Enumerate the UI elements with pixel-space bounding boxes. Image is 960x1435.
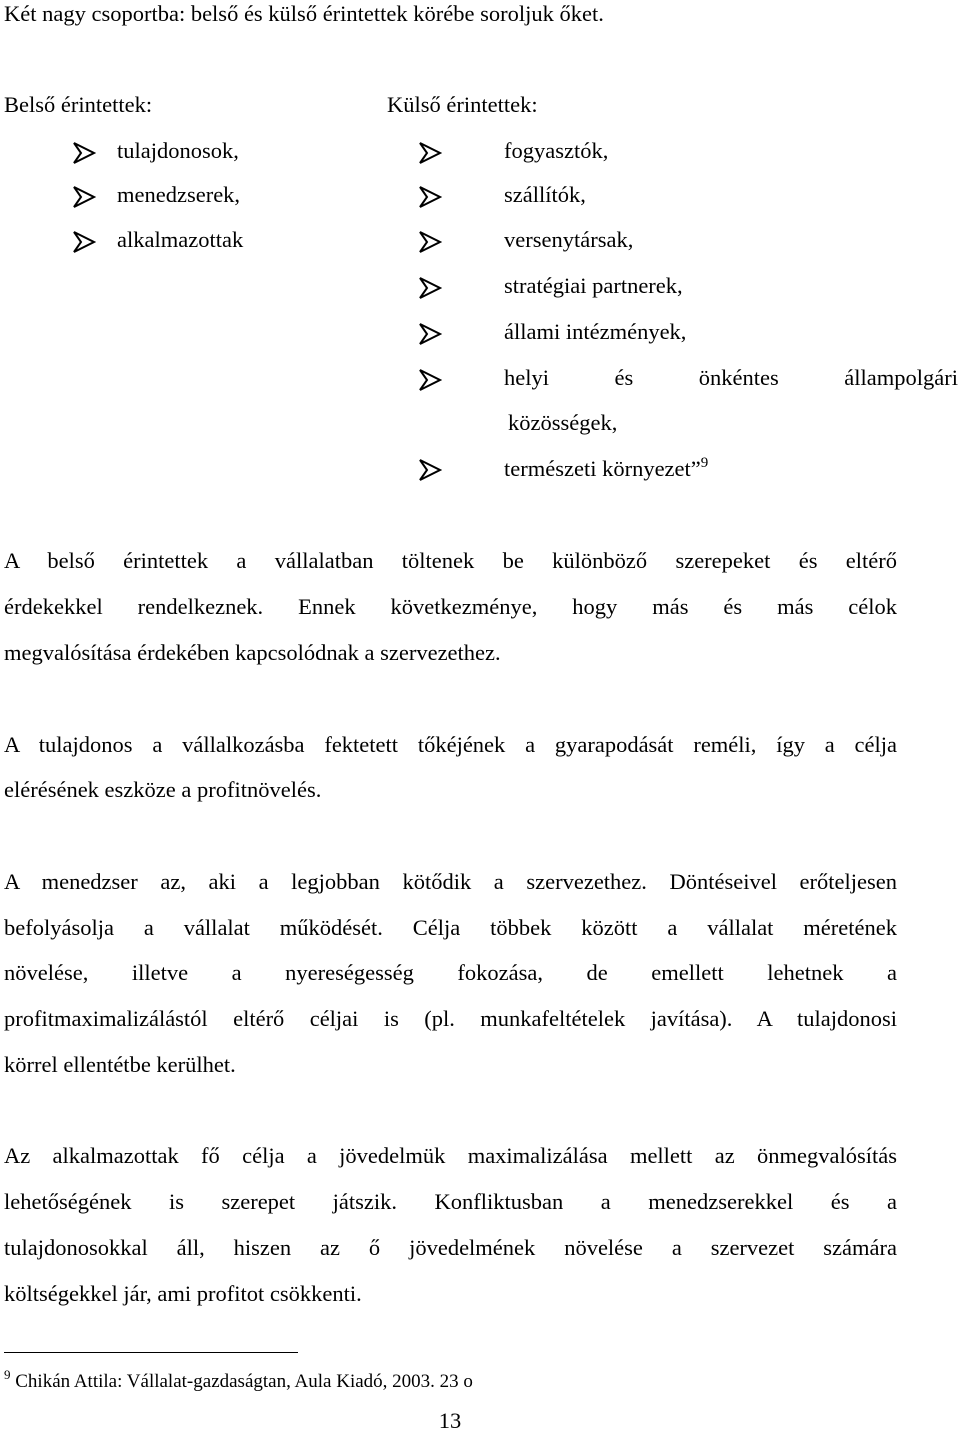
external-heading: Külső érintettek: — [387, 92, 538, 117]
footnote-reference[interactable]: 9 — [700, 455, 709, 471]
arrowhead-bullet-icon — [418, 277, 442, 299]
paragraph-line: elérésének eszköze a profitnövelés. — [4, 777, 322, 802]
paragraph-line: befolyásolja a vállalat működését. Célja többek között a vállalat méretének — [4, 915, 897, 940]
intro-sentence: Két nagy csoportba: belső és külső érintettek körébe soroljuk őket. — [4, 1, 604, 26]
arrowhead-bullet-icon — [418, 142, 442, 164]
arrowhead-bullet-icon — [72, 142, 96, 164]
paragraph-line: A tulajdonos a vállalkozásba fektetett tőkéjének a gyarapodását reméli, így a célja — [4, 732, 897, 757]
footnote-text: Chikán Attila: Vállalat-gazdaságtan, Aula Kiadó, 2003. 23 o — [10, 1371, 473, 1392]
paragraph-line: Az alkalmazottak fő célja a jövedelmük maximalizálása mellett az önmegvalósítás — [4, 1143, 897, 1168]
external-item: állami intézmények, — [504, 319, 687, 344]
paragraph-line: körrel ellentétbe kerülhet. — [4, 1052, 236, 1077]
arrowhead-bullet-icon — [418, 369, 442, 391]
paragraph-line: A menedzser az, aki a legjobban kötődik a szervezethez. Döntéseivel erőteljesen — [4, 869, 897, 894]
paragraph-line: A belső érintettek a vállalatban töltenek be különböző szerepeket és eltérő — [4, 548, 897, 573]
arrowhead-bullet-icon — [418, 231, 442, 253]
internal-item: tulajdonosok, — [117, 138, 239, 163]
footnote-number: 9 — [4, 1367, 11, 1382]
arrowhead-bullet-icon — [72, 231, 96, 253]
paragraph-line: megvalósítása érdekében kapcsolódnak a szervezethez. — [4, 640, 501, 665]
paragraph-line: érdekekkel rendelkeznek. Ennek következménye, hogy más és más célok — [4, 594, 897, 619]
footnote-separator — [4, 1352, 298, 1353]
paragraph-line: növelése, illetve a nyereségesség fokozása, de emellett lehetnek a — [4, 960, 897, 985]
external-item-continuation: közösségek, — [508, 410, 618, 435]
page-number: 13 — [438, 1408, 462, 1433]
external-item: fogyasztók, — [504, 138, 609, 163]
footnote — [4, 1367, 473, 1394]
external-item-natural-environment: természeti környezet”$^9$ — [504, 455, 709, 481]
external-item: szállítók, — [504, 182, 586, 207]
internal-heading: Belső érintettek: — [4, 92, 153, 117]
arrowhead-bullet-icon — [418, 459, 442, 481]
arrowhead-bullet-icon — [418, 323, 442, 345]
internal-item: menedzserek, — [117, 182, 241, 207]
paragraph-line: tulajdonosokkal áll, hiszen az ő jövedelmének növelése a szervezet számára — [4, 1235, 897, 1260]
external-item: stratégiai partnerek, — [504, 273, 683, 298]
arrowhead-bullet-icon — [72, 186, 96, 208]
arrowhead-bullet-icon — [418, 186, 442, 208]
internal-item: alkalmazottak — [117, 227, 244, 252]
paragraph-line: profitmaximalizálástól eltérő céljai is (pl. munkafeltételek javítása). A tulajdonosi — [4, 1006, 897, 1031]
external-item-local-communities: helyi és önkéntes állampolgári — [504, 365, 958, 390]
external-item: versenytársak, — [504, 227, 634, 252]
paragraph-line: lehetőségének is szerepet játszik. Konfliktusban a menedzserekkel és a — [4, 1189, 897, 1214]
paragraph-line: költségekkel jár, ami profitot csökkenti. — [4, 1281, 362, 1306]
